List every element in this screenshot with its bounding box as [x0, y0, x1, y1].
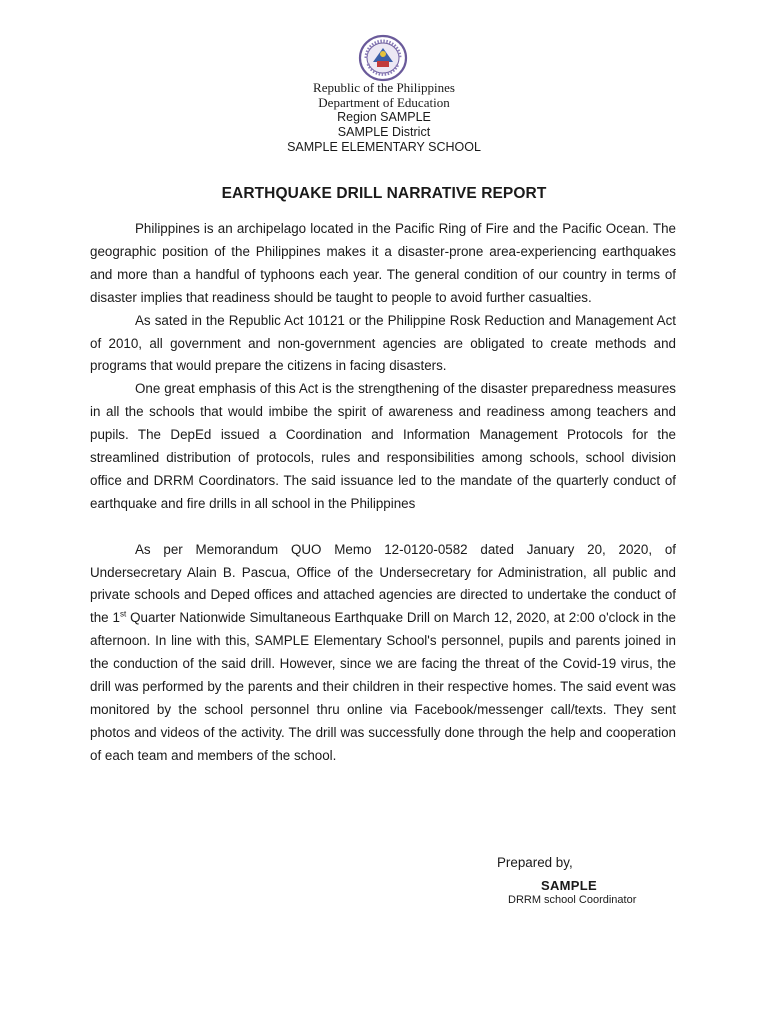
header-republic: Republic of the Philippines	[313, 80, 455, 95]
prepared-by-label: Prepared by,	[497, 855, 573, 870]
paragraph-1: Philippines is an archipelago located in the Pacific Ring of Fire and the Pacific Ocean. The geographic position of the Philippines makes it a disaster-prone area-experiencing earthquakes and more than a handful of typhoons each year. The general condition of our country in terms of disaster implies that readiness should be taught to people to avoid further casualties.	[90, 221, 676, 305]
header-department: Department of Education	[318, 95, 450, 110]
header-region: Region SAMPLE	[337, 110, 431, 124]
signer-name: SAMPLE	[541, 878, 597, 893]
report-body	[90, 218, 676, 768]
paragraph-4-part-1: As per Memorandum QUO Memo 12-0120-0582 dated January 20, 2020, of Undersecretary Alain B. Pascua, Office of the Undersecretary for Administration, all public and private schools and Deped offices and attached agencies are directed to undertake the conduct of the 1	[90, 541, 676, 626]
paragraph-2: As sated in the Republic Act 10121 or the Philippine Rosk Reduction and Management Act of 2010, all government and non-government agencies are obligated to create methods and programs that would prepare the citizens in facing disasters.	[90, 312, 676, 374]
header-school: SAMPLE ELEMENTARY SCHOOL	[287, 140, 481, 154]
deped-seal-icon	[349, 34, 417, 82]
paragraph-4	[90, 539, 676, 768]
ordinal-suffix: st	[119, 609, 127, 619]
signer-role: DRRM school Coordinator	[508, 894, 637, 906]
report-title: EARTHQUAKE DRILL NARRATIVE REPORT	[221, 185, 547, 202]
paragraph-4-part-2: Quarter Nationwide Simultaneous Earthquake Drill on March 12, 2020, at 2:00 o'clock in the afternoon. In line with this, SAMPLE Elementary School's personnel, pupils and parents joined in the conduction of the said drill. However, since we are facing the threat of the Covid-19 virus, the drill was performed by the parents and their children in their respective homes. The said event was monitored by the school personnel thru online via Facebook/messenger call/texts. They sent photos and videos of the activity. The drill was successfully done through the help and cooperation of each team and members of the school.	[90, 610, 676, 763]
header-district: SAMPLE District	[337, 125, 431, 139]
paragraph-3: One great emphasis of this Act is the strengthening of the disaster preparedness measures in all the schools that would imbibe the spirit of awareness and readiness among teachers and pupils. The DepEd issued a Coordination and Information Management Protocols for the streamlined distribution of protocols, rules and responsibilities among schools, school division office and DRRM Coordinators. The said issuance led to the mandate of the quarterly conduct of earthquake and fire drills in all school in the Philippines	[90, 381, 676, 511]
letterhead	[0, 80, 768, 155]
